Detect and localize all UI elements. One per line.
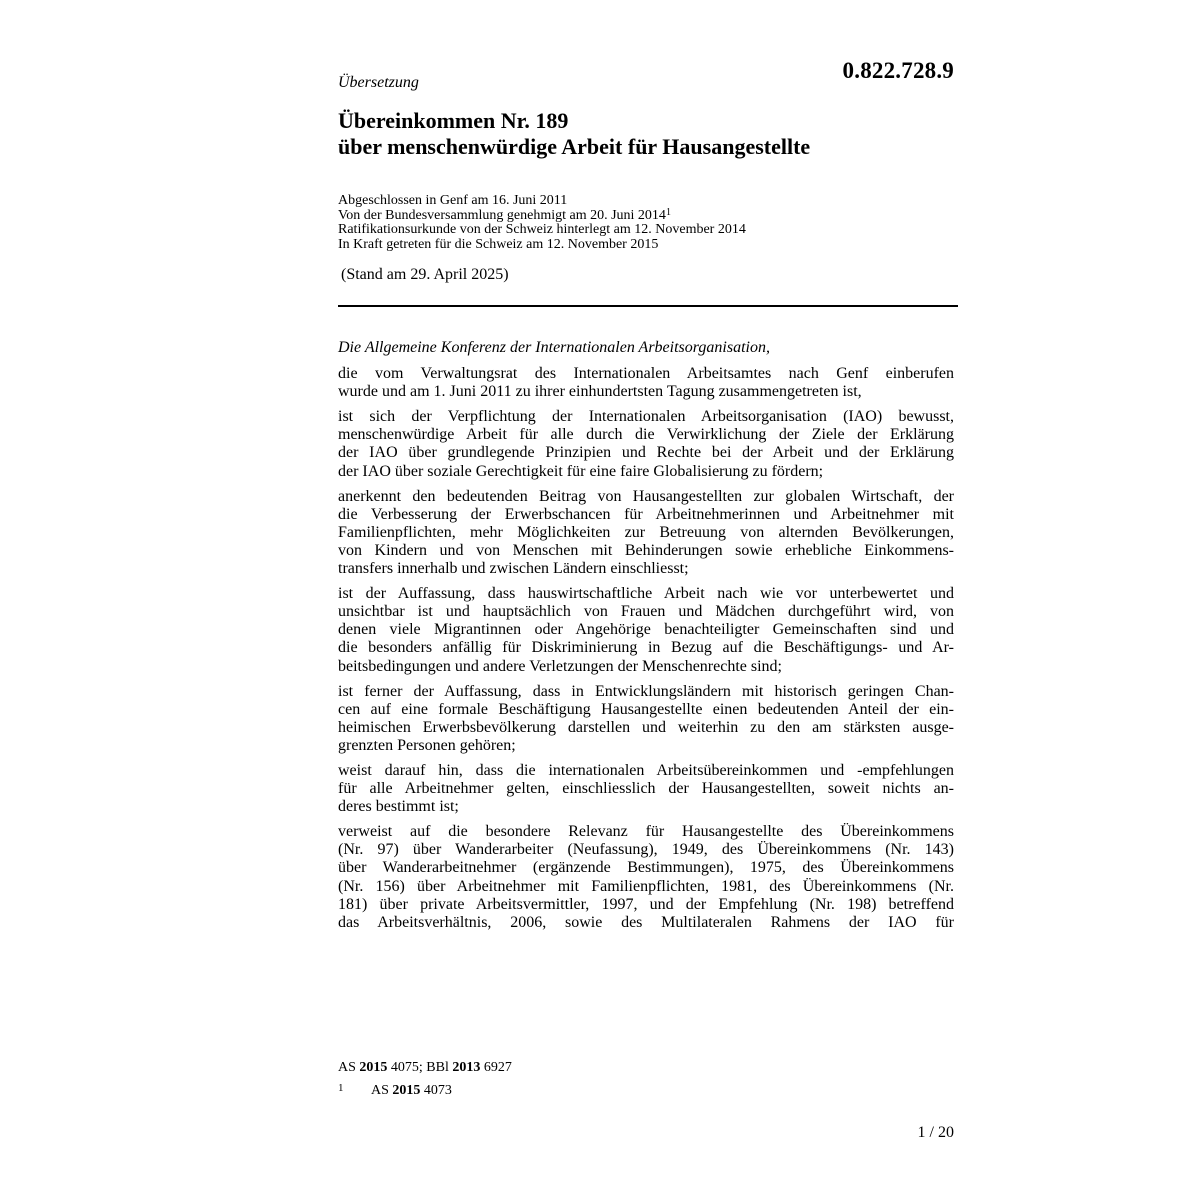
bbl-year: 2013 bbox=[452, 1060, 481, 1075]
preamble-intro: Die Allgemeine Konferenz der Internationalen Arbeitsorganisation, bbox=[338, 339, 770, 356]
text-line: denen viele Migrantinnen oder Angehörige benachteiligter Gemeinschaften sind und bbox=[338, 621, 954, 639]
preamble-paragraph bbox=[338, 585, 954, 675]
text-line: das Arbeitsverhältnis, 2006, sowie des Multilateralen Rahmens der IAO für bbox=[338, 913, 954, 931]
entry-into-force-date: In Kraft getreten für die Schweiz am 12. November 2015 bbox=[338, 237, 659, 253]
text-line: von Kindern und von Menschen mit Behinderungen sowie erhebliche Einkommens- bbox=[338, 541, 954, 559]
status-date: (Stand am 29. April 2025) bbox=[341, 266, 509, 283]
footnotes bbox=[338, 1058, 512, 1101]
translation-note: Übersetzung bbox=[338, 74, 419, 91]
title-line-1: Übereinkommen Nr. 189 bbox=[338, 108, 569, 133]
concluded-date: Abgeschlossen in Genf am 16. Juni 2011 bbox=[338, 193, 568, 208]
text-line: grenzten Personen gehören; bbox=[338, 736, 516, 754]
text-line: cen auf eine formale Beschäftigung Hausangestellte einen bedeutenden Anteil der ein- bbox=[338, 700, 954, 718]
footnote-1-mark: 1 bbox=[338, 1082, 344, 1094]
text-line: weist darauf hin, dass die internationalen Arbeitsübereinkommen und -empfehlungen bbox=[338, 761, 954, 779]
footnote-1 bbox=[338, 1078, 512, 1101]
text-line: ist der Auffassung, dass hauswirtschaftliche Arbeit nach wie vor unterbewertet und bbox=[338, 585, 954, 603]
footnote-1-prefix: AS bbox=[371, 1083, 393, 1098]
text-line: heimischen Erwerbsbevölkerung darstellen und weiterhin zu den am stärksten ausge- bbox=[338, 718, 954, 736]
preamble bbox=[338, 339, 954, 939]
header-divider bbox=[338, 305, 958, 307]
title-line-2: über menschenwürdige Arbeit für Hausangestellte bbox=[338, 134, 811, 159]
preamble-paragraph bbox=[338, 823, 954, 932]
as-page: 4075; BBl bbox=[387, 1060, 453, 1075]
text-line: ist ferner der Auffassung, dass in Entwicklungsländern mit historisch geringen Chan- bbox=[338, 682, 954, 700]
text-line: ist sich der Verpflichtung der Internationalen Arbeitsorganisation (IAO) bewusst, bbox=[338, 408, 954, 426]
text-line: transfers innerhalb und zwischen Ländern einschliesst; bbox=[338, 560, 689, 578]
text-line: menschenwürdige Arbeit für alle durch die Verwirklichung der Ziele der Erklärung bbox=[338, 426, 954, 444]
preamble-paragraphs bbox=[338, 365, 954, 932]
text-line: anerkennt den bedeutenden Beitrag von Hausangestellten zur globalen Wirtschaft, der bbox=[338, 487, 954, 505]
text-line: unsichtbar ist und hauptsächlich von Frauen und Mädchen durchgeführt wird, von bbox=[338, 603, 954, 621]
text-line: verweist auf die besondere Relevanz für Hausangestellte des Übereinkommens bbox=[338, 823, 954, 841]
preamble-paragraph bbox=[338, 365, 954, 401]
text-line: die besonders anfällig für Diskriminierung in Bezug auf die Beschäftigungs- und Ar- bbox=[338, 639, 954, 657]
preamble-paragraph bbox=[338, 408, 954, 480]
text-line: Familienpflichten, mehr Möglichkeiten zur Betreuung von alternden Bevölkerungen, bbox=[338, 523, 954, 541]
text-line: die vom Verwaltungsrat des Internationalen Arbeitsamtes nach Genf einberufen bbox=[338, 365, 954, 383]
ratification-date: Ratifikationsurkunde von der Schweiz hinterlegt am 12. November 2014 bbox=[338, 222, 746, 238]
text-line: für alle Arbeitnehmer gelten, einschliesslich der Hausangestellten, soweit nichts an- bbox=[338, 780, 954, 798]
preamble-paragraph bbox=[338, 683, 954, 755]
text-line: über Wanderarbeitnehmer (ergänzende Bestimmungen), 1975, des Übereinkommens bbox=[338, 859, 954, 877]
text-line: wurde und am 1. Juni 2011 zu ihrer einhundertsten Tagung zusammengetreten ist, bbox=[338, 383, 862, 401]
text-line: der IAO über grundlegende Prinzipien und Rechte bei der Arbeit und der Erklärung bbox=[338, 444, 954, 462]
page-number: 1 / 20 bbox=[917, 1124, 954, 1141]
source-prefix: AS bbox=[338, 1060, 360, 1075]
text-line: 181) über private Arbeitsvermittler, 1997, und der Empfehlung (Nr. 198) betreffend bbox=[338, 895, 954, 913]
preamble-paragraph bbox=[338, 762, 954, 816]
official-source-reference bbox=[338, 1058, 512, 1078]
footnote-1-page: 4073 bbox=[420, 1083, 452, 1098]
text-line: deres bestimmt ist; bbox=[338, 798, 459, 816]
adoption-metadata bbox=[338, 194, 958, 253]
bbl-page: 6927 bbox=[480, 1060, 512, 1075]
document-title bbox=[338, 108, 958, 160]
text-line: (Nr. 97) über Wanderarbeiter (Neufassung), 1949, des Übereinkommens (Nr. 143) bbox=[338, 841, 954, 859]
text-line: beitsbedingungen und andere Verletzungen der Menschenrechte sind; bbox=[338, 657, 782, 675]
preamble-paragraph bbox=[338, 488, 954, 578]
text-line: (Nr. 156) über Arbeitnehmer mit Familienpflichten, 1981, des Übereinkommens (Nr. bbox=[338, 877, 954, 895]
sr-number: 0.822.728.9 bbox=[842, 58, 954, 83]
as-year: 2015 bbox=[359, 1060, 388, 1075]
footnote-reference-1[interactable]: 1 bbox=[665, 206, 671, 218]
footnote-1-year: 2015 bbox=[392, 1083, 421, 1098]
approval-date: Von der Bundesversammlung genehmigt am 20. Juni 2014 bbox=[338, 207, 666, 223]
approval-date-line bbox=[338, 206, 958, 224]
text-line: die Verbesserung der Erwerbschancen für Arbeitnehmerinnen und Arbeitnehmer mit bbox=[338, 505, 954, 523]
text-line: der IAO über soziale Gerechtigkeit für eine faire Globalisierung zu fördern; bbox=[338, 462, 824, 480]
